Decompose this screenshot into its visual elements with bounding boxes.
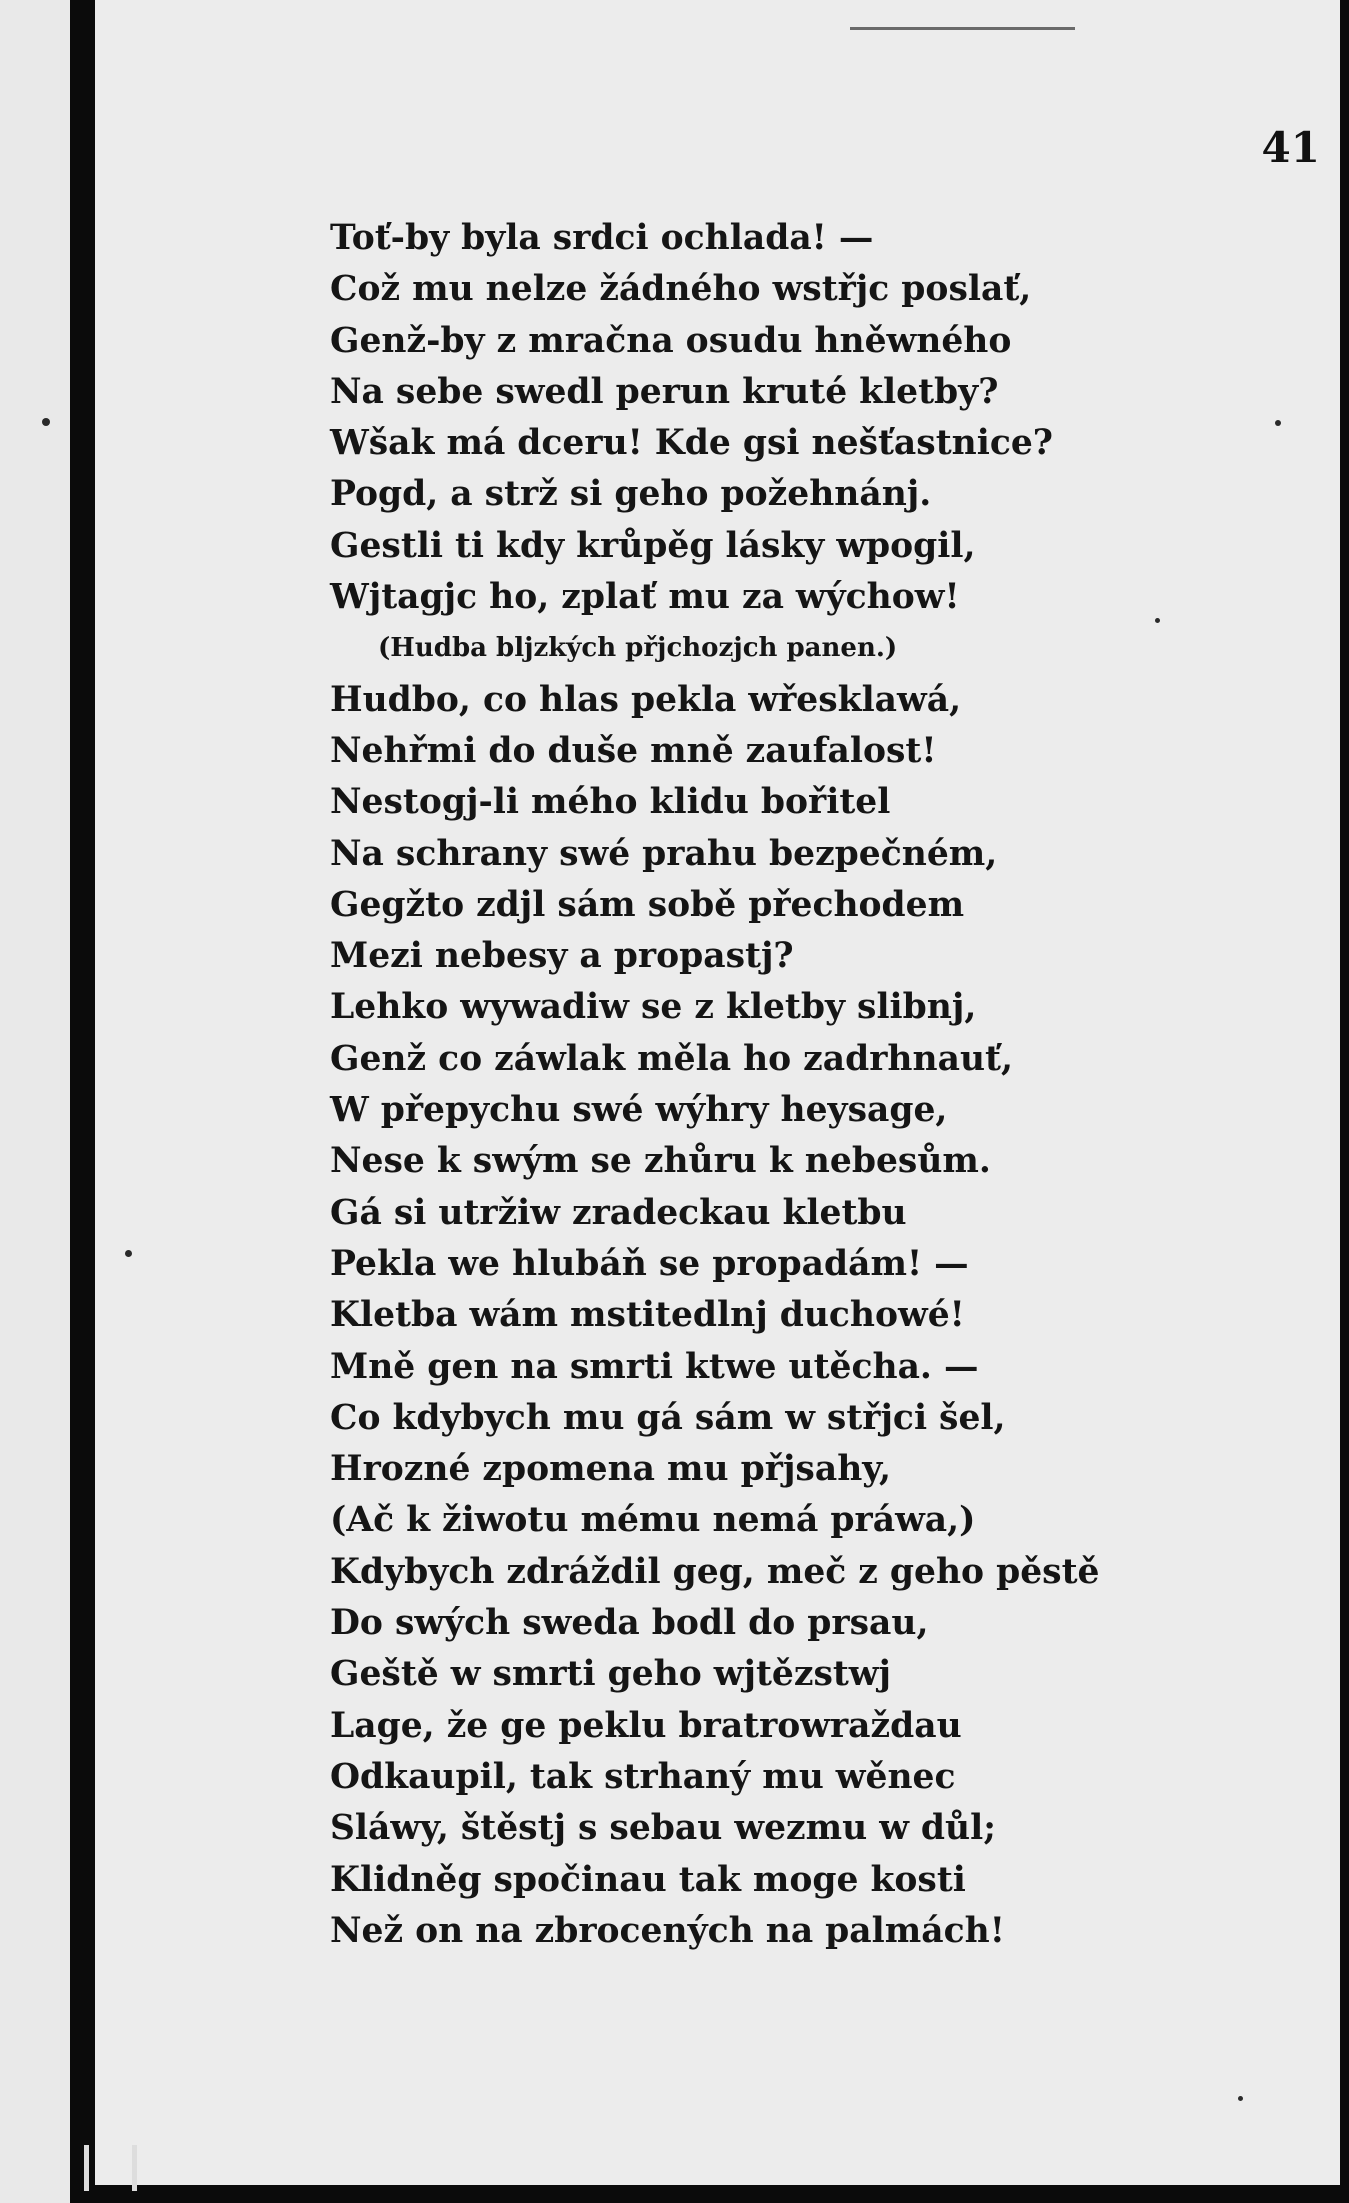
poem-line: Co kdybych mu gá sám w střjci šel, (330, 1397, 1006, 1438)
poem-line: Wjtagjc ho, zplať mu za wýchow! (330, 577, 960, 618)
poem-line: (Ač k žiwotu mému nemá práwa,) (330, 1500, 976, 1541)
poem-line: W přepychu swé wýhry heysage, (330, 1090, 948, 1131)
poem-line: Nese k swým se zhůru k nebesům. (330, 1141, 991, 1182)
poem-line: Gestli ti kdy krůpěg lásky wpogil, (330, 525, 976, 566)
poem-line: Lehko wywadiw se z kletby slibnj, (330, 987, 977, 1028)
ink-speck (42, 418, 50, 426)
poem-line: Toť-by byla srdci ochlada! — (330, 218, 874, 258)
poem-line: Mezi nebesy a propastj? (330, 936, 794, 977)
poem-line: Sláwy, štěstj s sebau wezmu w důl; (330, 1808, 996, 1849)
top-rule (850, 27, 1075, 30)
poem-line: Pogd, a strž si geho požehnánj. (330, 474, 932, 515)
poem-line: Klidněg spočinau tak moge kosti (330, 1859, 966, 1900)
poem-line: Než on na zbrocených na palmách! (330, 1910, 1005, 1951)
poem-line: Pekla we hlubáň se propadám! — (330, 1243, 969, 1284)
poem-line: Do swých sweda bodl do prsau, (330, 1603, 929, 1644)
poem-line: Genž-by z mračna osudu hněwného (330, 320, 1012, 361)
poem-line: Kletba wám mstitedlnj duchowé! (330, 1295, 965, 1336)
ink-speck (1238, 2096, 1243, 2101)
poem-text (330, 213, 1130, 1957)
poem-line: Genž co záwlak měla ho zadrhnauť, (330, 1038, 1013, 1079)
poem-line: Hrozné zpomena mu přjsahy, (330, 1449, 892, 1490)
page-edge-marks (80, 2145, 150, 2193)
poem-line: Odkaupil, tak strhaný mu wěnec (330, 1756, 956, 1797)
adjacent-page-edge (0, 0, 70, 2203)
page-number: 41 (1261, 123, 1320, 172)
poem-line: Na schrany swé prahu bezpečném, (330, 833, 998, 874)
poem-line: Geště w smrti geho wjtězstwj (330, 1654, 891, 1695)
poem-line: Wšak má dceru! Kde gsi nešťastnice? (330, 423, 1054, 464)
ink-speck (1155, 618, 1160, 623)
ink-speck (125, 1250, 132, 1257)
poem-line: Kdybych zdráždil geg, meč z geho pěstě (330, 1551, 1100, 1592)
poem-line: Gá si utržiw zradeckau kletbu (330, 1192, 907, 1233)
poem-line: Mně gen na smrti ktwe utěcha. — (330, 1346, 979, 1387)
poem-line: Lage, že ge peklu bratrowraždau (330, 1705, 962, 1746)
poem-line: Nestogj-li mého klidu bořitel (330, 782, 891, 823)
poem-line: Gegžto zdjl sám sobě přechodem (330, 884, 965, 925)
stage-direction: (Hudba bljzkých přjchozjch panen.) (378, 633, 898, 664)
poem-line: Hudbo, co hlas pekla wřesklawá, (330, 679, 962, 720)
poem-line: Nehřmi do duše mně zaufalost! (330, 730, 937, 771)
poem-line: Na sebe swedl perun kruté kletby? (330, 371, 999, 412)
ink-speck (1275, 420, 1281, 426)
poem-line: Což mu nelze žádného wstřjc poslať, (330, 269, 1032, 310)
